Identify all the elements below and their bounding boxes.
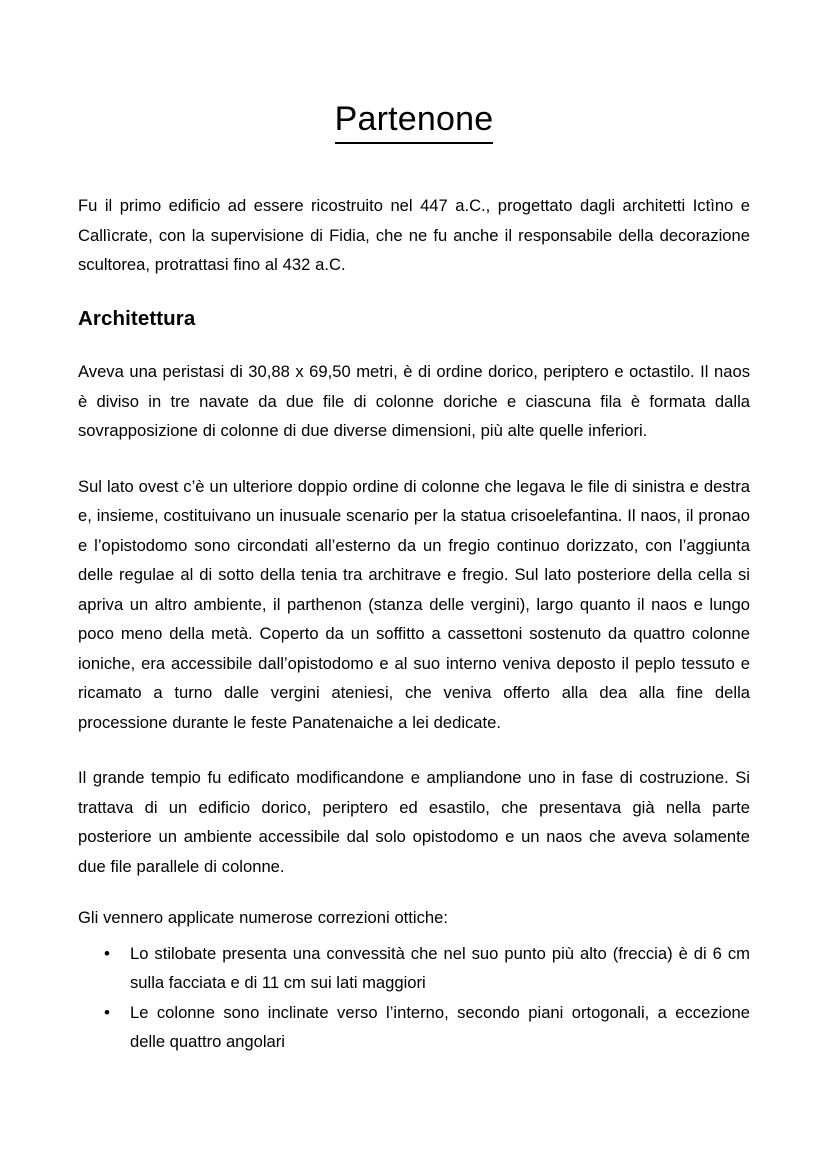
bullet-point-icon: • [104,943,110,963]
page-title-text: Partenone [335,100,494,144]
page-title [78,0,750,144]
paragraph-peristasi: Aveva una peristasi di 30,88 x 69,50 metri, è di ordine dorico, periptero e octastilo. Il naos è diviso in tre navate da due file di colonne doriche e ciascuna fila è formata dalla sovrapposizione di colonne di due diverse dimensioni, più alte quelle inferiori. [78,362,750,441]
bullet-point-icon: • [104,1002,110,1022]
list-item-text: Le colonne sono inclinate verso l’interno, secondo piani ortogonali, a eccezione delle quattro angolari [130,1002,750,1052]
list-item [78,998,750,1057]
correzioni-ottiche-list [78,933,750,1057]
section-heading-architettura: Architettura [78,306,196,330]
document-content [78,0,750,1057]
paragraph-lato-ovest: Sul lato ovest c’è un ulteriore doppio ordine di colonne che legava le file di sinistra e destra e, insieme, costituivano un inusuale scenario per la statua crisoelefantina. Il naos, il pronao e l’opistodomo sono circondati all’esterno da un fregio continuo dorizzato, con l’aggiunta delle regulae al di sotto della tenia tra architrave e fregio. Sul lato posteriore della cella si apriva un altro ambiente, il parthenon (stanza delle vergini), largo quanto il naos e lungo poco meno della metà. Coperto da un soffitto a cassettoni sostenuto da quattro colonne ioniche, era accessibile dall’opistodomo e al suo interno veniva deposto il peplo tessuto e ricamato a turno dalle vergini ateniesi, che veniva offerto alla dea alla fine della processione durante le feste Panatenaiche a lei dedicate. [78,476,750,732]
paragraph-grande-tempio: Il grande tempio fu edificato modificandone e ampliandone uno in fase di costruzione. Si trattava di un edificio dorico, periptero ed esastilo, che presentava già nella parte posteriore un ambiente accessibile dal solo opistodomo e un naos che aveva solamente due file parallele di colonne. [78,768,750,876]
list-item [78,939,750,998]
paragraph-intro: Fu il primo edificio ad essere ricostruito nel 447 a.C., progettato dagli architetti Ictìno e Callìcrate, con la supervisione di Fidia, che ne fu anche il responsabile della decorazione scultorea, protrattasi fino al 432 a.C. [78,196,750,275]
list-item-text: Lo stilobate presenta una convessità che nel suo punto più alto (freccia) è di 6 cm sulla facciata e di 11 cm sui lati maggiori [130,943,750,993]
paragraph-correzioni-intro: Gli vennero applicate numerose correzioni ottiche: [78,908,448,928]
